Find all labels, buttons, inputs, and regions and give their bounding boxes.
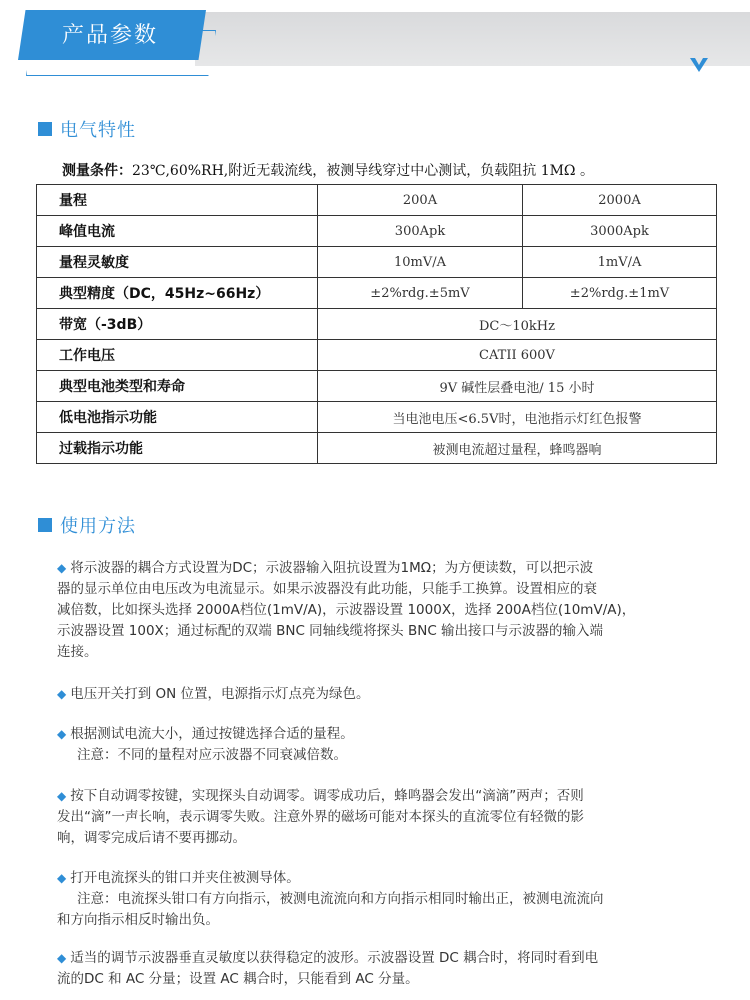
table-row: [37, 371, 717, 402]
diamond-bullet-icon: ◆: [57, 687, 67, 701]
usage-text: 流的DC 和 AC 分量；设置 AC 耦合时，只能看到 AC 分量。: [57, 971, 419, 987]
usage-note: 注意：不同的量程对应示波器不同衰减倍数。: [77, 747, 347, 763]
diamond-bullet-icon: ◆: [57, 951, 67, 965]
spec-value-cell: 200A: [318, 185, 523, 216]
spec-name-cell: 峰值电流: [37, 216, 318, 247]
spec-name-cell: 典型电池类型和寿命: [37, 371, 318, 402]
usage-text: 响，调零完成后请不要再挪动。: [57, 830, 246, 846]
spec-value-cell: ±2%rdg.±1mV: [523, 278, 717, 309]
spec-value-cell: 9V 碱性层叠电池/ 15 小时: [318, 371, 717, 402]
spec-name-cell: 工作电压: [37, 340, 318, 371]
heading-square-icon: [38, 518, 52, 532]
usage-text: 示波器设置 100X；通过标配的双端 BNC 同轴线缆将探头 BNC 输出接口与示波器的输入端: [57, 623, 604, 639]
spec-table: [36, 184, 717, 464]
table-row: [37, 247, 717, 278]
usage-text: 减倍数，比如探头选择 2000A档位(1mV/A)，示波器设置 1000X，选择 200A档位(10mV/A)，: [57, 602, 636, 618]
spec-value-cell: 当电池电压<6.5V时，电池指示灯红色报警: [318, 402, 717, 433]
usage-text: 将示波器的耦合方式设置为DC；示波器输入阻抗设置为1MΩ；为方便读数，可以把示波: [70, 560, 594, 576]
diamond-bullet-icon: ◆: [57, 727, 67, 741]
spec-name-cell: 低电池指示功能: [37, 402, 318, 433]
spec-name-cell: 典型精度（DC，45Hz~66Hz）: [37, 278, 318, 309]
usage-text: 打开电流探头的钳口并夹住被测导体。: [70, 870, 300, 886]
banner-title: 产品参数: [62, 23, 159, 48]
spec-name-cell: 过载指示功能: [37, 433, 318, 464]
chevron-down-icon: [688, 54, 710, 76]
spec-value-cell: 300Apk: [318, 216, 523, 247]
usage-item: [57, 868, 707, 931]
conditions-text: 23℃,60%RH,附近无载流线，被测导线穿过中心测试，负载阻抗 1MΩ 。: [132, 163, 594, 179]
spec-name-cell: 带宽（-3dB）: [37, 309, 318, 340]
electrical-heading: [38, 116, 136, 142]
diamond-bullet-icon: ◆: [57, 789, 67, 803]
spec-value-cell: 2000A: [523, 185, 717, 216]
table-row: [37, 309, 717, 340]
diamond-bullet-icon: ◆: [57, 871, 67, 885]
table-row: [37, 216, 717, 247]
spec-value-cell: 10mV/A: [318, 247, 523, 278]
table-row: [37, 433, 717, 464]
spec-value-cell: 1mV/A: [523, 247, 717, 278]
spec-value-cell: CATII 600V: [318, 340, 717, 371]
measurement-conditions: [62, 160, 594, 180]
section-banner: [0, 0, 750, 90]
usage-text: 连接。: [57, 644, 98, 660]
usage-heading: [38, 512, 136, 538]
banner-gray-strip: [195, 12, 750, 66]
usage-note-continued: 和方向指示相反时输出负。: [57, 912, 219, 928]
usage-item: [57, 558, 707, 663]
usage-text: 适当的调节示波器垂直灵敏度以获得稳定的波形。示波器设置 DC 耦合时，将同时看到电: [70, 950, 599, 966]
conditions-label: 测量条件：: [62, 163, 132, 179]
spec-name-cell: 量程灵敏度: [37, 247, 318, 278]
usage-text: 根据测试电流大小，通过按键选择合适的量程。: [70, 726, 354, 742]
usage-heading-label: 使用方法: [60, 516, 136, 537]
heading-square-icon: [38, 122, 52, 136]
usage-item: [57, 948, 707, 990]
spec-value-cell: ±2%rdg.±5mV: [318, 278, 523, 309]
usage-item: [57, 684, 707, 705]
usage-text: 发出“滴”一声长响，表示调零失败。注意外界的磁场可能对本探头的直流零位有轻微的影: [57, 809, 584, 825]
spec-name-cell: 量程: [37, 185, 318, 216]
usage-text: 按下自动调零按键，实现探头自动调零。调零成功后，蜂鸣器会发出“滴滴”两声；否则: [70, 788, 584, 804]
usage-text: 器的显示单位由电压改为电流显示。如果示波器没有此功能，只能手工换算。设置相应的衰: [57, 581, 597, 597]
usage-item: [57, 724, 707, 766]
spec-value-cell: 被测电流超过量程，蜂鸣器响: [318, 433, 717, 464]
table-row: [37, 340, 717, 371]
electrical-heading-label: 电气特性: [60, 120, 136, 141]
table-row: [37, 278, 717, 309]
spec-value-cell: 3000Apk: [523, 216, 717, 247]
usage-item: [57, 786, 707, 849]
diamond-bullet-icon: ◆: [57, 561, 67, 575]
usage-note: 注意：电流探头钳口有方向指示，被测电流流向和方向指示相同时输出正，被测电流流向: [77, 891, 604, 907]
usage-text: 电压开关打到 ON 位置，电源指示灯点亮为绿色。: [70, 686, 370, 702]
table-row: [37, 185, 717, 216]
spec-value-cell: DC～10kHz: [318, 309, 717, 340]
table-row: [37, 402, 717, 433]
